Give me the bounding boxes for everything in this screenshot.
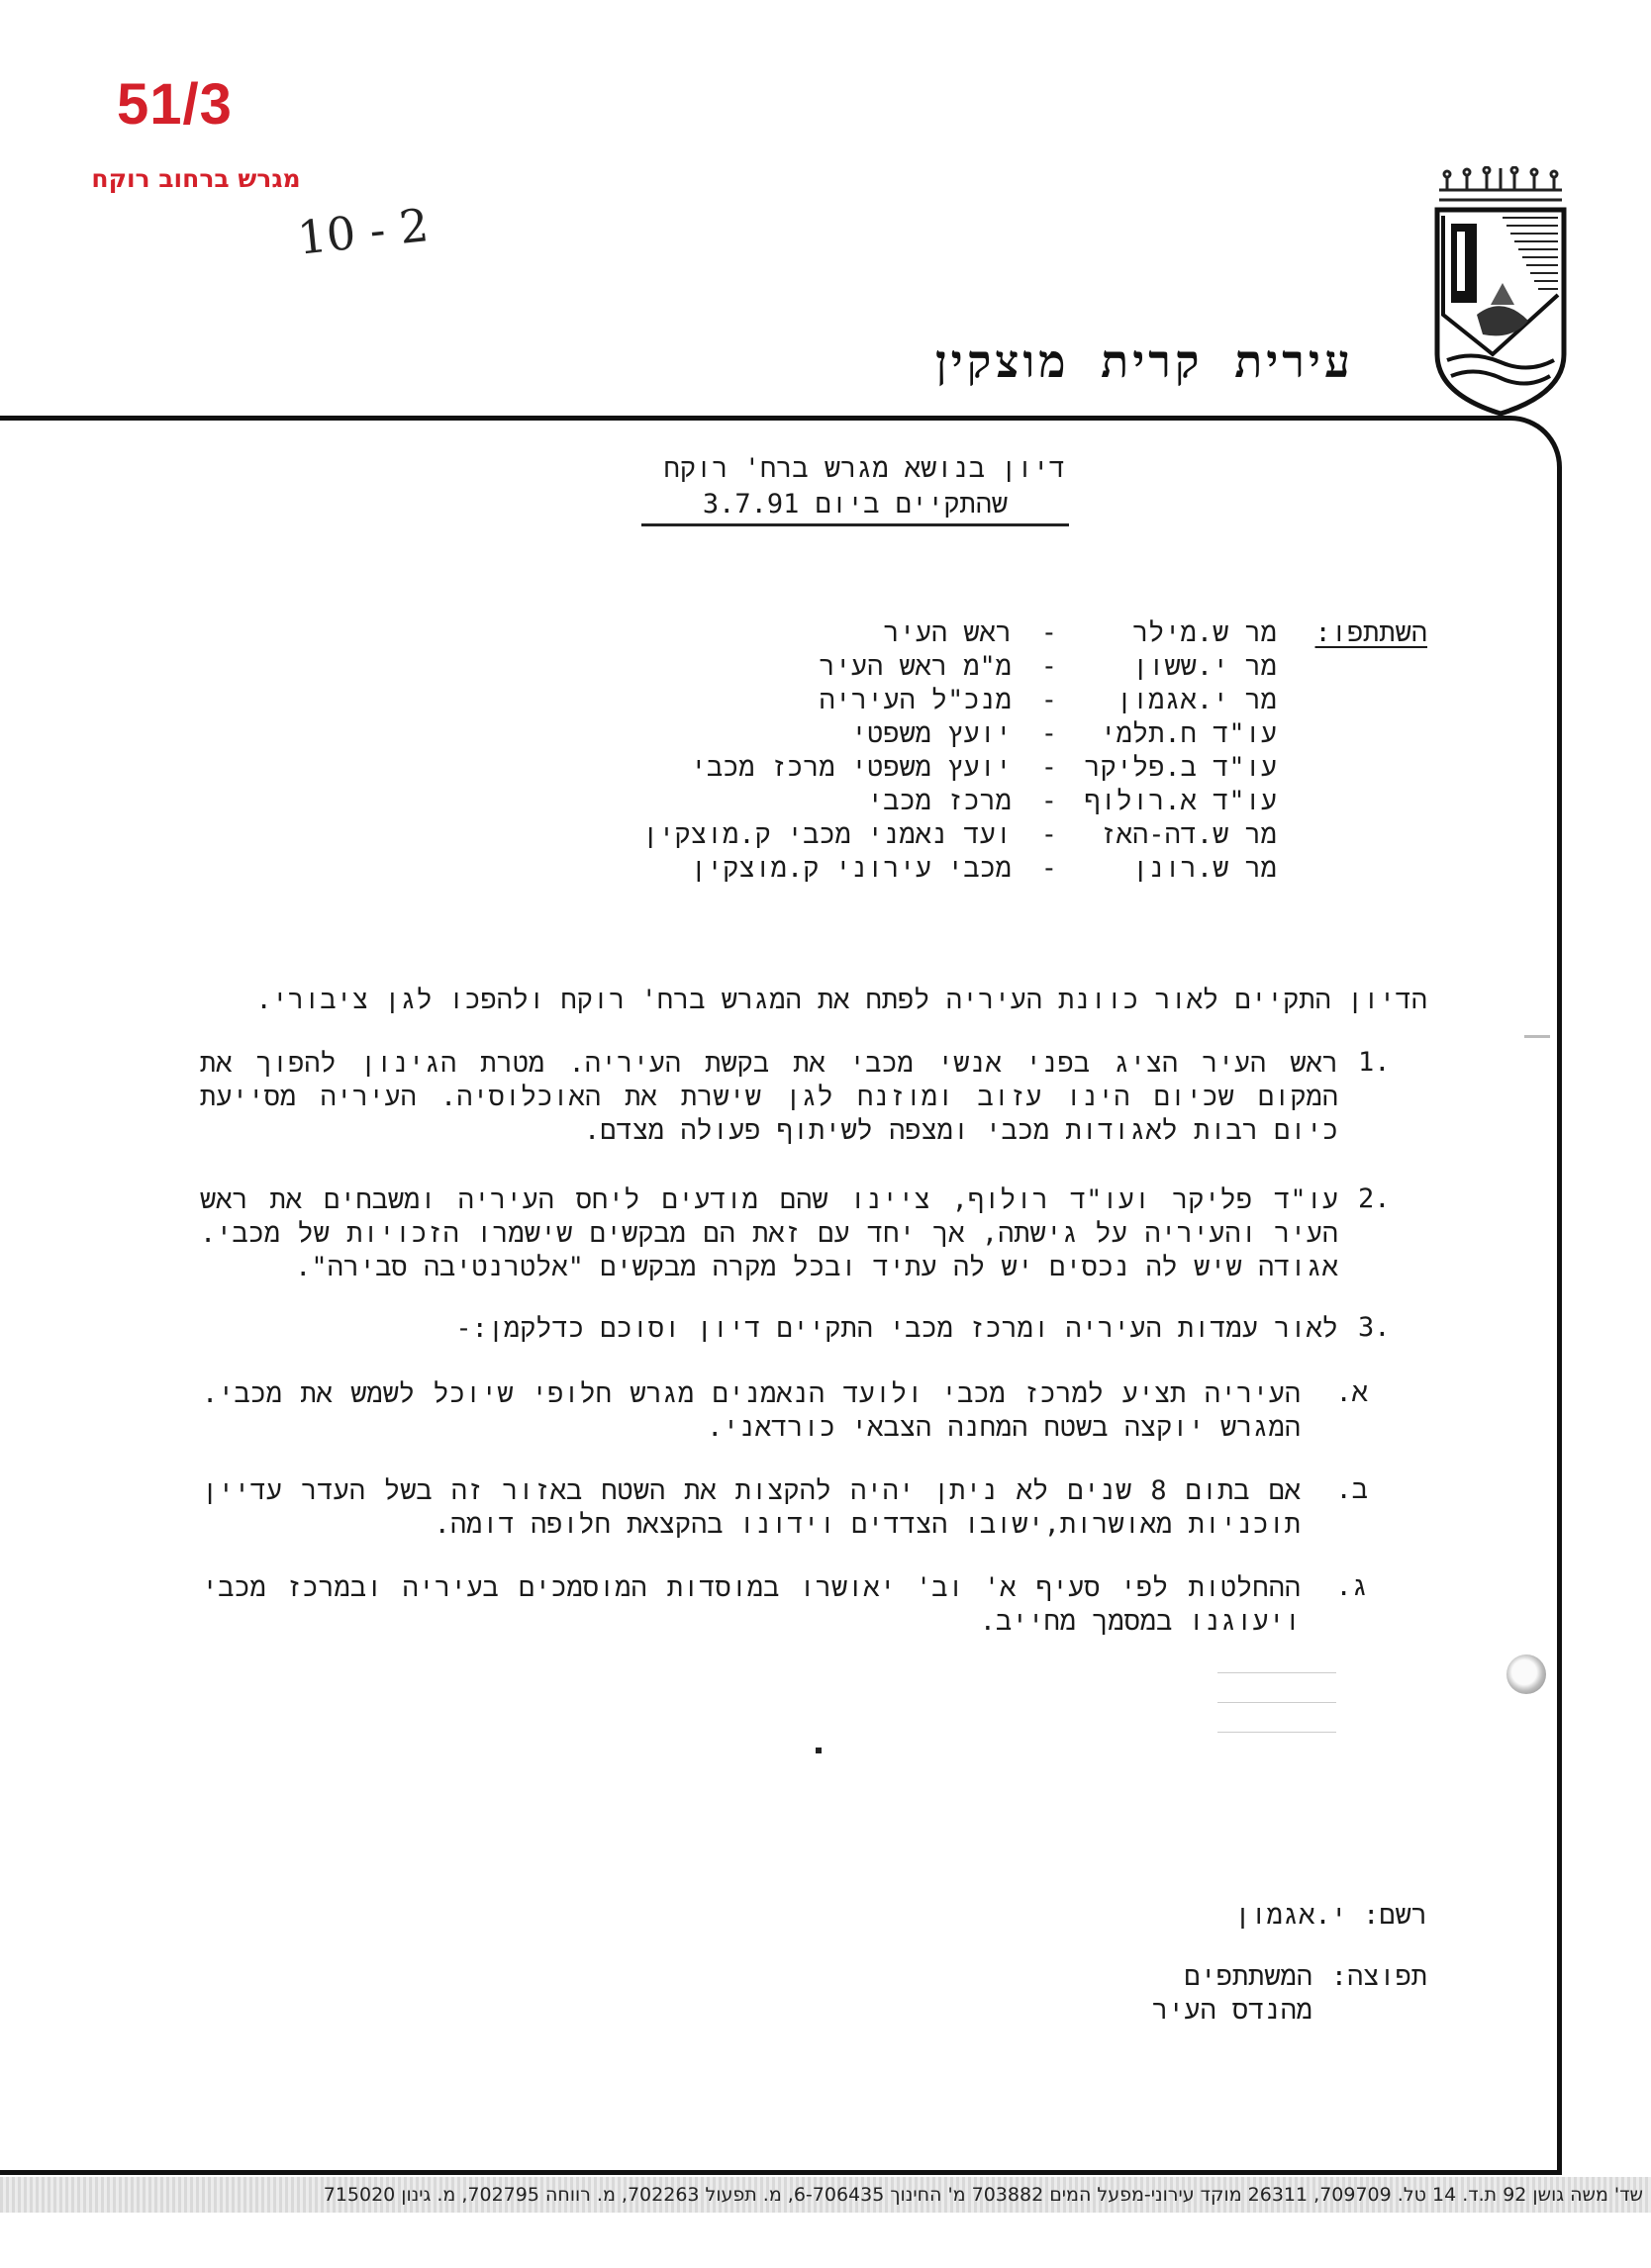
distribution-item: מהנדס העיר (1151, 1995, 1312, 2026)
participant-role: ועד נאמני מכבי ק.מוצקין (642, 819, 1012, 850)
participant-dash: - (1040, 718, 1057, 749)
item-paragraph: ראש העיר הציג בפני אנשי מכבי את בקשת העיריה. מטרת הגינון להפוך את המקום שכיום הינו עזוב ומוזנח לגן שישרת את האוכלוסיה. העיריה מסייעת כיום רבות לאגודות מכבי ומצפה לשיתוף פעולה מצדם. (200, 1048, 1338, 1146)
subitem-paragraph: ההחלטות לפי סעיף א' וב' יאושרו במוסדות המוסמכים בעיריה ובמרכז מכבי ויעוגנו במסמך מחייב. (202, 1572, 1301, 1637)
document-title: דיון בנושא מגרש ברח' רוקח (663, 453, 1065, 484)
item-number: 3. (1358, 1312, 1391, 1343)
participant-row (584, 752, 1277, 786)
participant-role: יועץ משפטי (850, 718, 1012, 749)
participant-dash: - (1040, 685, 1057, 715)
subitem-letter: ב. (1335, 1474, 1368, 1505)
distribution-label: תפוצה: (1330, 1961, 1427, 1992)
subitem-letter: ג. (1335, 1571, 1368, 1602)
file-subject-annotation: מגרש ברחוב רוקח (91, 164, 301, 193)
participant-role: יועץ משפטי מרכז מכבי (690, 752, 1012, 783)
subitem-letter: א. (1335, 1377, 1368, 1408)
city-emblem-icon (1433, 166, 1568, 416)
intro-paragraph: הדיון התקיים לאור כוונת העיריה לפתח את המגרש ברח' רוקח ולהפכו לגן ציבורי. (255, 985, 1427, 1015)
participant-role: מנכ"ל העיריה (819, 685, 1012, 715)
participant-name: מר י.ששון (1132, 651, 1277, 682)
participant-name: עו"ד א.רולוף (1084, 786, 1277, 816)
participant-name: מר ש.דה-האז (1100, 819, 1277, 850)
participant-dash: - (1040, 651, 1057, 682)
item-paragraph: לאור עמדות העיריה ומרכז מכבי התקיים דיון וסוכם כדלקמן:- (455, 1313, 1338, 1344)
scan-speck (1217, 1672, 1336, 1673)
participant-role: מ"מ ראש העיר (819, 651, 1012, 682)
subitem-paragraph: העיריה תציע למרכז מכבי ולועד הנאמנים מגרש חלופי שיוכל לשמש את מכבי. המגרש יוקצה בשטח המחנה הצבאי כורדאני. (202, 1378, 1301, 1443)
participant-name: מר ש.מילר (1132, 617, 1277, 648)
scan-speck (816, 1748, 822, 1753)
recorder-line: רשם: י.אגמון (1234, 1900, 1427, 1931)
subitem-paragraph: אם בתום 8 שנים לא ניתן יהיה להקצות את השטח באזור זה בשל העדר עדיין תוכניות מאושרות,ישובו הצדדים וידונו בהקצאת חלופה דומה. (202, 1475, 1301, 1540)
participant-row (584, 819, 1277, 853)
participant-name: מר ש.רונן (1132, 853, 1277, 884)
distribution-item: המשתתפים (1184, 1961, 1312, 1992)
item-number: 2. (1358, 1183, 1391, 1214)
participant-role: מרכז מכבי (867, 786, 1012, 816)
participant-dash: - (1040, 853, 1057, 884)
participant-row (584, 853, 1277, 887)
participant-name: עו"ד ב.פליקר (1084, 752, 1277, 783)
file-code-annotation: 51/3 (117, 72, 233, 137)
participant-row (584, 718, 1277, 752)
participant-dash: - (1040, 752, 1057, 783)
participant-role: ראש העיר (883, 617, 1012, 648)
participants-label: השתתפו: (1314, 617, 1427, 648)
participant-name: מר י.אגמון (1116, 685, 1277, 715)
scan-speck (1217, 1702, 1336, 1703)
participant-row (584, 617, 1277, 651)
document-date-line: שהתקיים ביום 3.7.91 (641, 489, 1069, 526)
participant-role: מכבי עירוני ק.מוצקין (690, 853, 1012, 884)
item-number: 1. (1358, 1047, 1391, 1078)
scan-speck (1217, 1732, 1336, 1733)
participant-name: עו"ד ח.תלמי (1100, 718, 1277, 749)
participant-row (584, 651, 1277, 685)
punch-hole (1506, 1654, 1546, 1694)
letterhead-footer: שד' משה גושן 92 ת.ד. 14 טל. 709709, 26311 מוקד עירוני-מפעל המים 703882 מ' החינוך 6-706435, מ. תפעול 702263, מ. רווחה 702795, מ. גינון 715020 (0, 2177, 1651, 2213)
item-paragraph: עו"ד פליקר ועו"ד רולוף, ציינו שהם מודעים ליחס העיריה ומשבחים את ראש העיר והעיריה על גישתה, אך יחד עם זאת הם מבקשים שישמרו הזכויות של מכבי. אגודה שיש לה נכסים יש לה עתיד ובכל מקרה מבקשים "אלטרנטיבה סבירה". (200, 1184, 1338, 1282)
participant-row (584, 786, 1277, 819)
participant-dash: - (1040, 819, 1057, 850)
participant-row (584, 685, 1277, 718)
scan-speck (1524, 1035, 1550, 1038)
municipality-name: עירית קרית מוצקין (934, 334, 1354, 388)
handwritten-note: 10 - 2 (295, 198, 432, 265)
participant-dash: - (1040, 617, 1057, 648)
participant-dash: - (1040, 786, 1057, 816)
